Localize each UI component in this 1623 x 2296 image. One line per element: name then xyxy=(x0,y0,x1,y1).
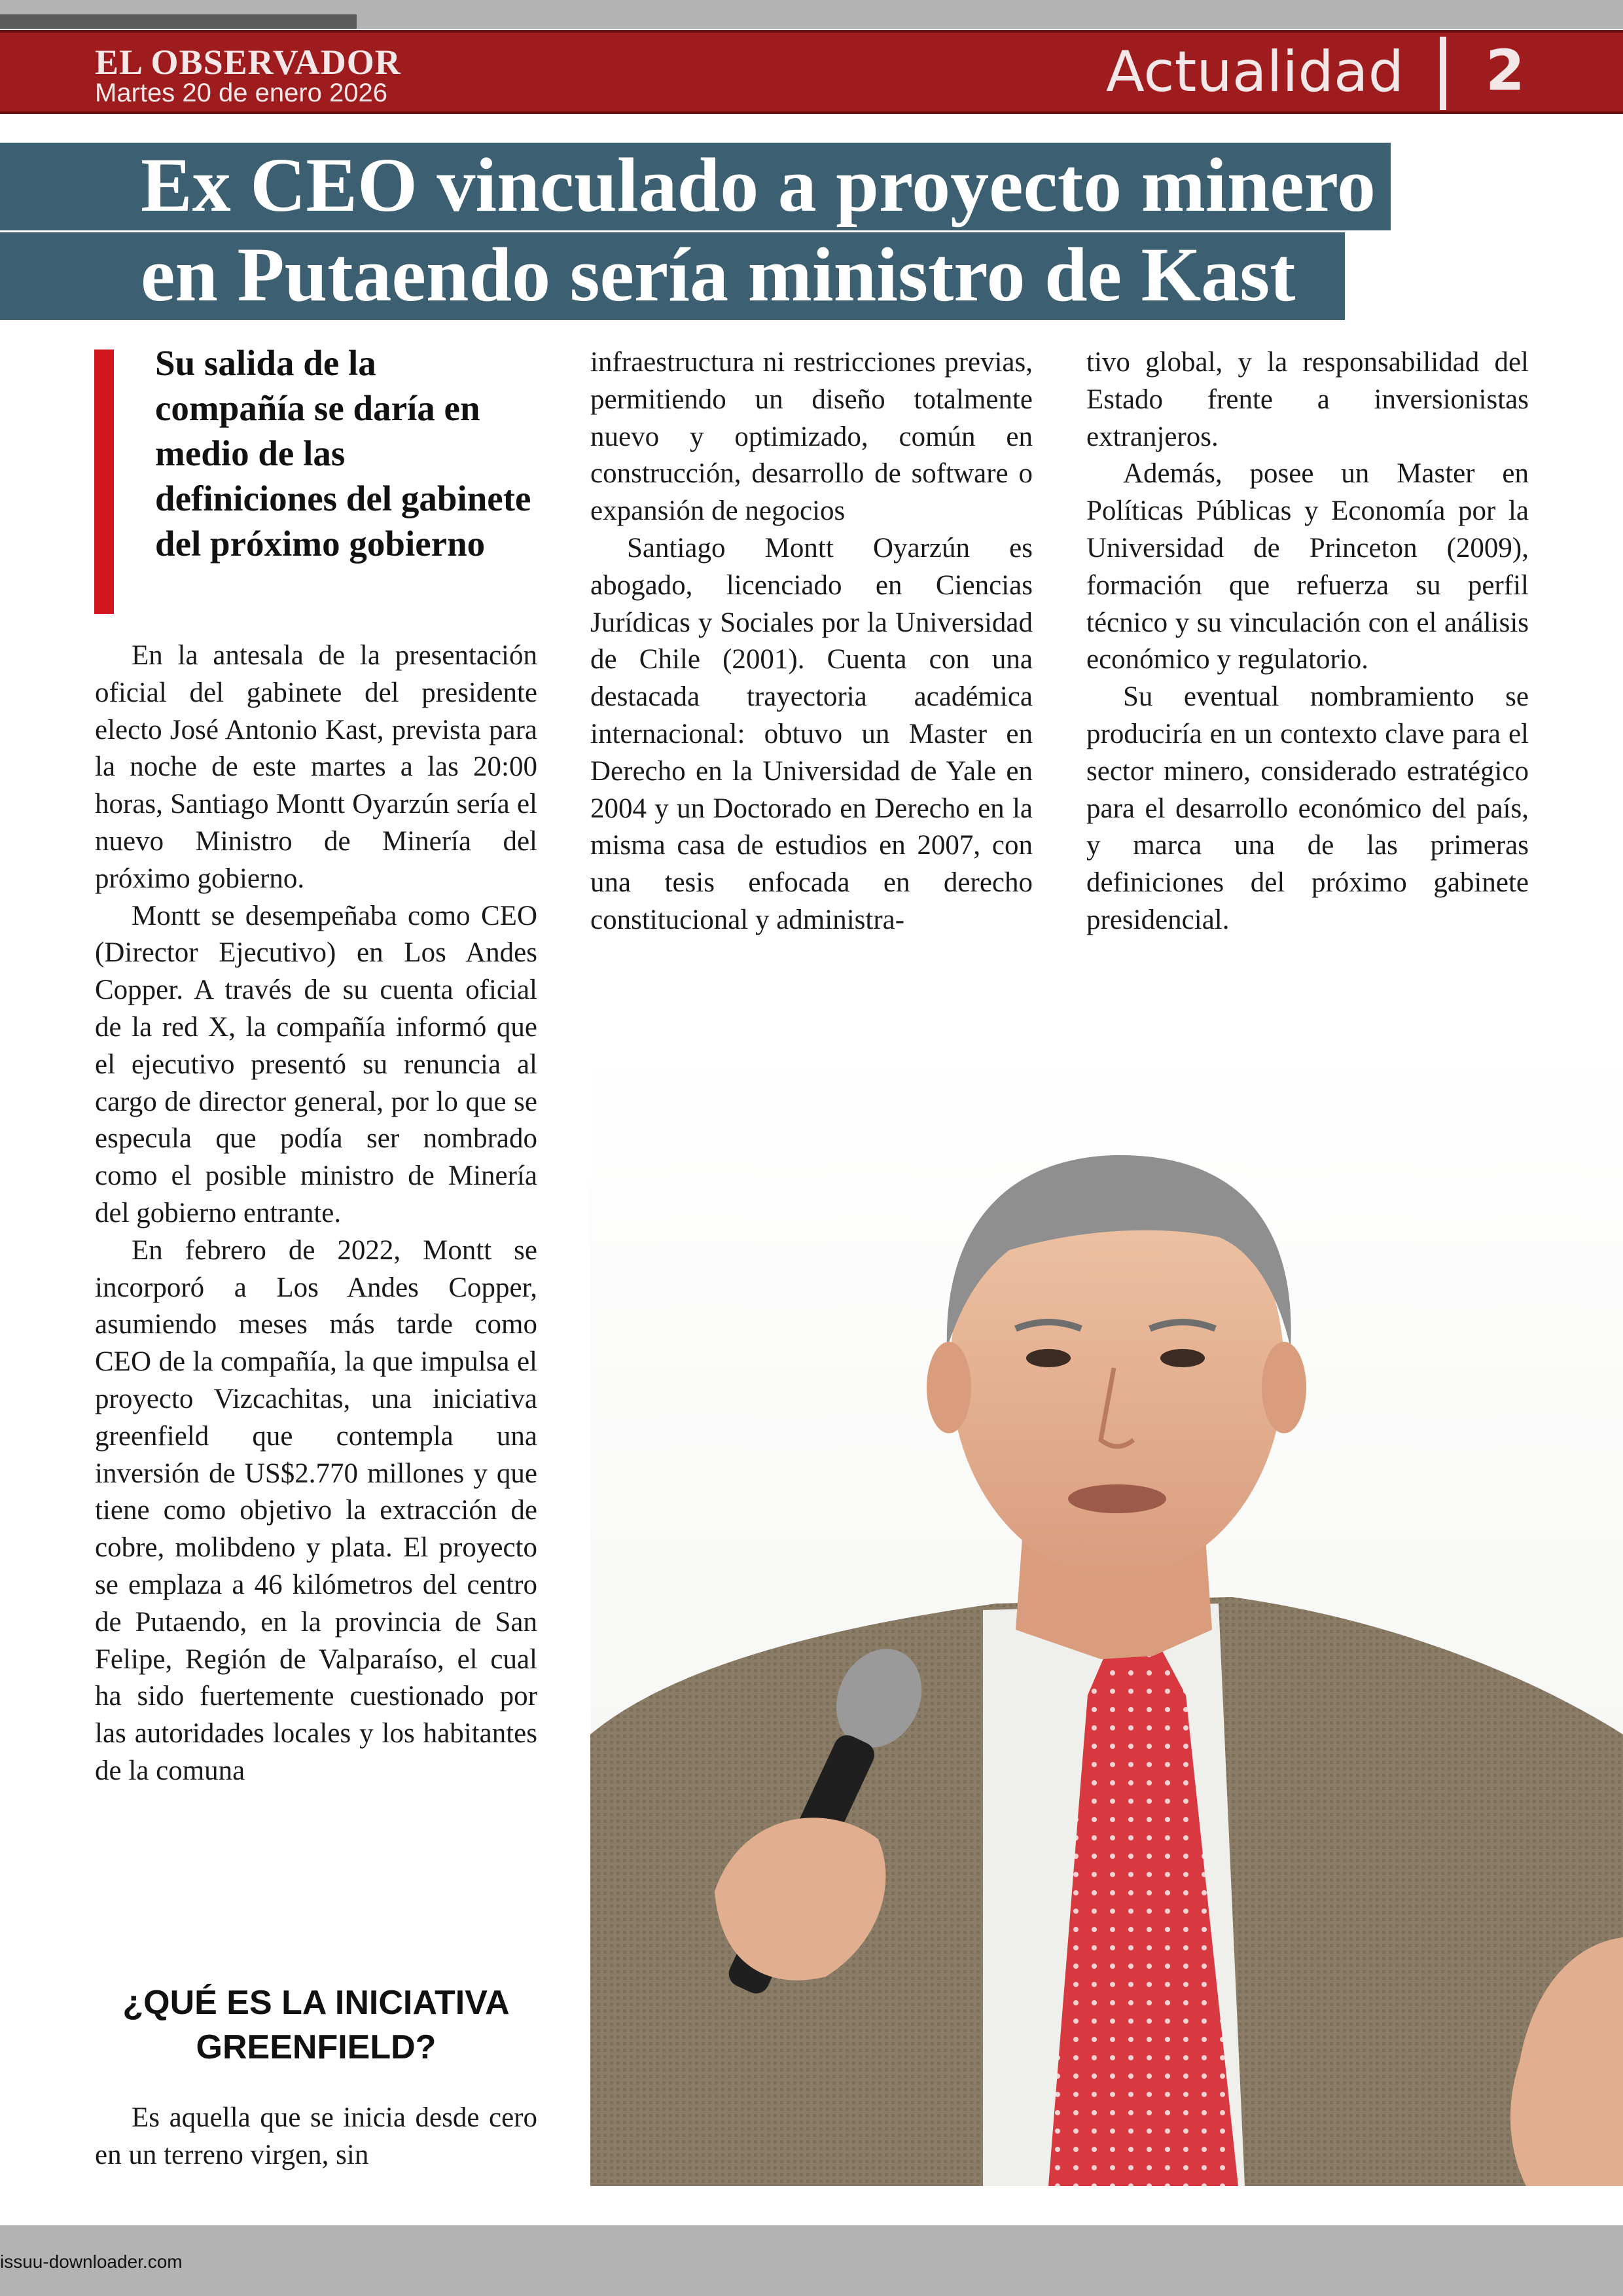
headline-line-1: Ex CEO vinculado a proyecto minero xyxy=(141,142,1376,228)
paragraph: Santiago Montt Oyarzún es abogado, licenciado en Ciencias Jurídicas y Sociales por la Universidad de Chile (2001). Cuenta con una destacada trayectoria académica internacional: obtuvo un Master en Derecho en la Universidad de Yale en 2004 y un Doctorado en Derecho en la misma casa de estudios en 2007, con una tesis enfocada en derecho constitucional y administra- xyxy=(590,532,1033,935)
paragraph: Montt se desempeñaba como CEO (Director Ejecutivo) en Los Andes Copper. A través de su cuenta oficial de la red X, la compañía informó que el ejecutivo presentó su renuncia al cargo de director general, por lo que se especula que podía ser nombrado como el posible ministro de Minería del gobierno entrante. xyxy=(95,900,537,1229)
article-column-3 xyxy=(1086,344,1529,939)
masthead-divider xyxy=(1440,37,1446,110)
portrait-illustration xyxy=(590,1041,1623,2186)
kicker: Su salida de la compañía se daría en medio de las definiciones del gabinete del próximo gobierno xyxy=(155,343,531,564)
viewer-progress-tab xyxy=(0,14,357,29)
article-column-1 xyxy=(95,637,537,1790)
eye-left xyxy=(1026,1349,1071,1367)
headline-line-2: en Putaendo sería ministro de Kast xyxy=(141,232,1296,317)
mouth xyxy=(1068,1484,1166,1513)
paragraph: Su eventual nombramiento se produciría en un contexto clave para el sector minero, considerado estratégico para el desarrollo económico del país, y marca una de las primeras definiciones del próximo gabinete presidencial. xyxy=(1086,681,1529,935)
eye-right xyxy=(1160,1349,1205,1367)
article-column-2 xyxy=(590,344,1033,939)
article-column-1-continued xyxy=(95,2100,537,2174)
portrait-photo xyxy=(590,1041,1623,2186)
paragraph: En febrero de 2022, Montt se incorporó a Los Andes Copper, asumiendo meses más tarde como CEO de la compañía, la que impulsa el proyecto Vizcachitas, una iniciativa greenfield que contempla una inversión de US$2.770 millones y que tiene como objetivo la extracción de cobre, molibdeno y plata. El proyecto se emplaza a 46 kilómetros del centro de Putaendo, en la provincia de San Felipe, Región de Valparaíso, el cual ha sido fuertemente cuestionado por las autoridades locales y los habitantes de la comuna xyxy=(95,1234,537,1786)
paragraph: En la antesala de la presentación oficial del gabinete del presidente electo José Antonio Kast, prevista para la noche de este martes a las 20:00 horas, Santiago Montt Oyarzún sería el nuevo Ministro de Minería del próximo gobierno. xyxy=(95,640,537,894)
paragraph: Es aquella que se inicia desde cero en un terreno virgen, sin xyxy=(95,2102,537,2170)
issue-date: Martes 20 de enero 2026 xyxy=(95,79,387,107)
kicker-accent-bar xyxy=(94,350,114,614)
newspaper-name: EL OBSERVADOR xyxy=(95,43,401,82)
viewer-top-bar xyxy=(0,0,1623,29)
paragraph: infraestructura ni restricciones previas, permitiendo un diseño totalmente nuevo y optimizado, común en construcción, desarrollo de software o expansión de negocios xyxy=(590,347,1033,527)
ear-left xyxy=(927,1342,971,1433)
ear-right xyxy=(1262,1342,1306,1433)
page-number: 2 xyxy=(1486,38,1525,103)
section-label: Actualidad xyxy=(1106,39,1404,105)
section-subhead: ¿QUÉ ES LA INICIATIVA GREENFIELD? xyxy=(122,1984,510,2066)
paragraph: Además, posee un Master en Políticas Públicas y Economía por la Universidad de Princeton (2009), formación que refuerza su perfil técnico y su vinculación con el análisis económico y regulatorio. xyxy=(1086,458,1529,675)
paragraph: tivo global, y la responsabilidad del Estado frente a inversionistas extranjeros. xyxy=(1086,347,1529,452)
masthead xyxy=(0,30,1623,114)
viewer-footer xyxy=(0,2225,1623,2296)
source-credit: issuu-downloader.com xyxy=(0,2251,183,2272)
